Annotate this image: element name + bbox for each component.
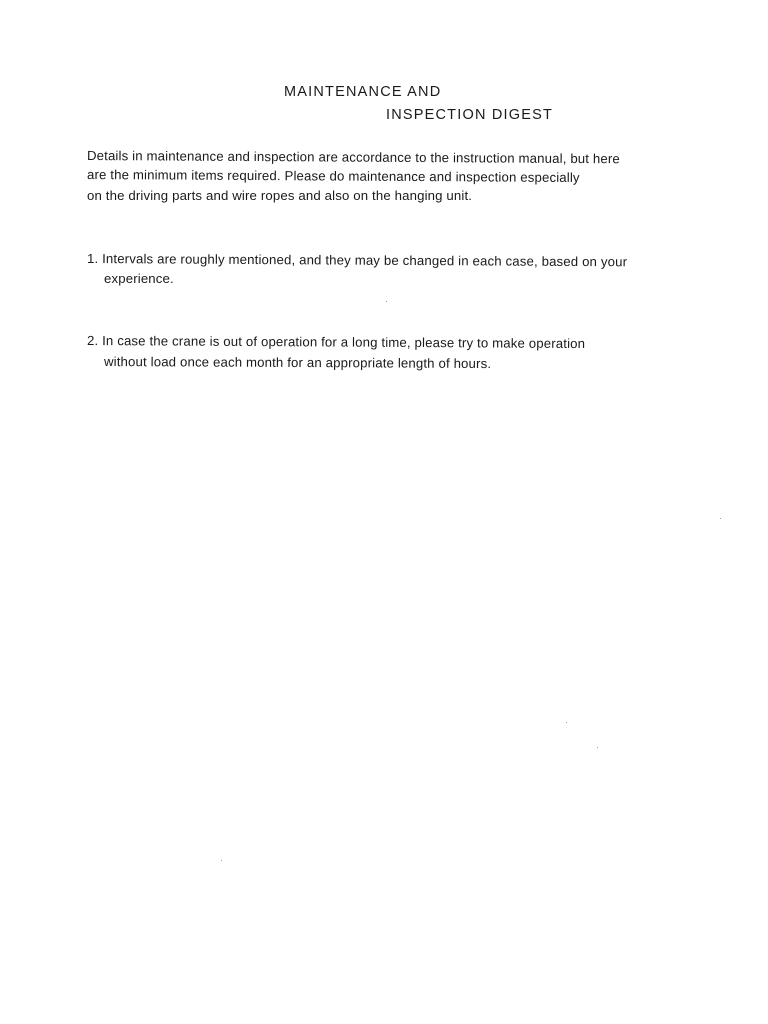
list-item-line: 2. In case the crane is out of operation for a long time, please try to make operation <box>86 333 586 352</box>
scan-speck <box>221 860 222 861</box>
scan-speck <box>386 301 387 302</box>
scan-speck <box>597 747 598 748</box>
scan-speck <box>720 518 721 519</box>
intro-line: are the minimum items required. Please do maintenance and inspection especially <box>86 167 580 186</box>
title-line-2: INSPECTION DIGEST <box>386 107 554 123</box>
intro-line: Details in maintenance and inspection are accordance to the instruction manual, but here <box>86 148 620 167</box>
list-item-line: experience. <box>104 271 174 286</box>
title-line-1: MAINTENANCE AND <box>284 84 442 100</box>
list-item-line: without load once each month for an appropriate length of hours. <box>103 354 492 372</box>
scan-speck <box>566 722 567 723</box>
intro-line: on the driving parts and wire ropes and also on the hanging unit. <box>87 188 473 203</box>
list-item-line: 1. Intervals are roughly mentioned, and they may be changed in each case, based on your <box>86 251 628 270</box>
